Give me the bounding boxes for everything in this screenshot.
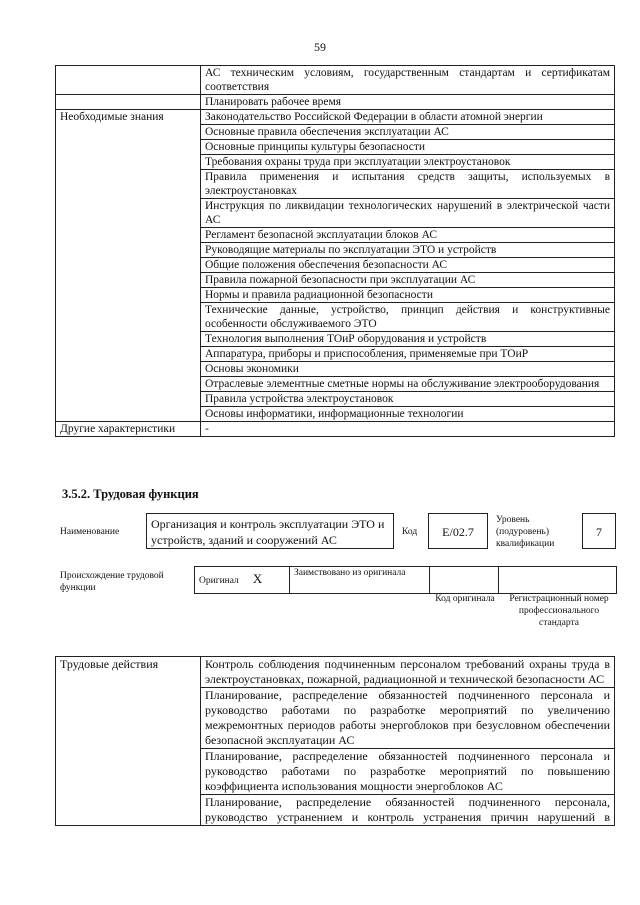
knowledge-row: Регламент безопасной эксплуатации блоков АС	[201, 228, 615, 243]
requirements-table	[55, 65, 615, 437]
knowledge-row: Правила пожарной безопасности при эксплуатации АС	[201, 273, 615, 288]
knowledge-row: Основные правила обеспечения эксплуатации АС	[201, 125, 615, 140]
other-label: Другие характеристики	[56, 422, 201, 437]
section-title: 3.5.2. Трудовая функция	[62, 487, 199, 501]
knowledge-row: Отраслевые элементные сметные нормы на обслуживание электрооборудования	[201, 377, 615, 392]
knowledge-row: Правила устройства электроустановок	[201, 392, 615, 407]
action-row: Планирование, распределение обязанностей подчиненного персонала и руководство работами по разработке мероприятий по увеличению межремонтных периодов работы энергоблоков при безусловном обеспечении безопасной эксплуатации АС	[201, 688, 615, 749]
knowledge-row: Законодательство Российской Федерации в области атомной энергии	[201, 110, 615, 125]
origin-label-text: Происхождение трудовой функции	[60, 571, 164, 593]
origin-code-caption: Код оригинала	[435, 594, 495, 604]
knowledge-row: Основы информатики, информационные технологии	[201, 407, 615, 422]
qualification-level-label	[496, 514, 576, 550]
action-row: Планирование, распределение обязанностей подчиненного персонала, руководство устранением и контроль устранения причин нарушений в	[201, 795, 615, 826]
original-mark: X	[252, 571, 263, 586]
origin-original-cell	[195, 567, 290, 594]
action-row: Планирование, распределение обязанностей подчиненного персонала и руководство работами по разработке мероприятий по повышению коэффициента использования мощности энергоблоков АС	[201, 749, 615, 795]
other-value: -	[201, 422, 615, 437]
action-row: Контроль соблюдения подчиненным персоналом требований охраны труда в электроустановках, пожарной, радиационной и технической безопасности АС	[201, 657, 615, 688]
knowledge-row: Технология выполнения ТОиР оборудования и устройств	[201, 332, 615, 347]
knowledge-row: Технические данные, устройство, принцип действия и конструктивные особенности обслуживаемого ЭТО	[201, 303, 615, 332]
labor-actions-table	[55, 656, 615, 826]
knowledge-row: Руководящие материалы по эксплуатации ЭТО и устройств	[201, 243, 615, 258]
knowledge-row: Основы экономики	[201, 362, 615, 377]
qualification-level-value: 7	[582, 513, 616, 549]
origin-reg-caption: Регистрационный номер профессионального стандарта	[509, 594, 609, 628]
knowledge-row: Аппаратура, приборы и приспособления, применяемые при ТОиР	[201, 347, 615, 362]
borrowed-label: Заимствовано из оригинала	[290, 567, 430, 594]
empty-label-cell	[56, 95, 201, 110]
function-code-label: Код	[402, 527, 418, 537]
qualification-level-label-text: Уровень (подуровень) квалификации	[496, 515, 555, 549]
knowledge-label: Необходимые знания	[56, 110, 201, 422]
knowledge-row: Правила применения и испытания средств защиты, используемых в электроустановках	[201, 170, 615, 199]
origin-code-cell	[430, 567, 499, 594]
knowledge-row: Требования охраны труда при эксплуатации электроустановок	[201, 155, 615, 170]
origin-reg-cell	[499, 567, 617, 594]
knowledge-row: Основные принципы культуры безопасности	[201, 140, 615, 155]
knowledge-row: Общие положения обеспечения безопасности АС	[201, 258, 615, 273]
origin-label	[60, 570, 190, 594]
empty-label-cell	[56, 66, 201, 95]
function-code-value: E/02.7	[428, 513, 488, 549]
original-label: Оригинал	[199, 576, 239, 586]
knowledge-row: Нормы и правила радиационной безопасности	[201, 288, 615, 303]
skill-row: Планировать рабочее время	[201, 95, 615, 110]
knowledge-row: Инструкция по ликвидации технологических нарушений в электрической части АС	[201, 199, 615, 228]
function-name-label: Наименование	[60, 527, 120, 537]
function-name-value: Организация и контроль эксплуатации ЭТО и устройств, зданий и сооружений АС	[146, 513, 394, 549]
origin-table	[194, 566, 617, 594]
page-number: 59	[314, 40, 326, 54]
actions-label: Трудовые действия	[56, 657, 201, 826]
skill-row: АС техническим условиям, государственным стандартам и сертификатам соответствия	[201, 66, 615, 95]
